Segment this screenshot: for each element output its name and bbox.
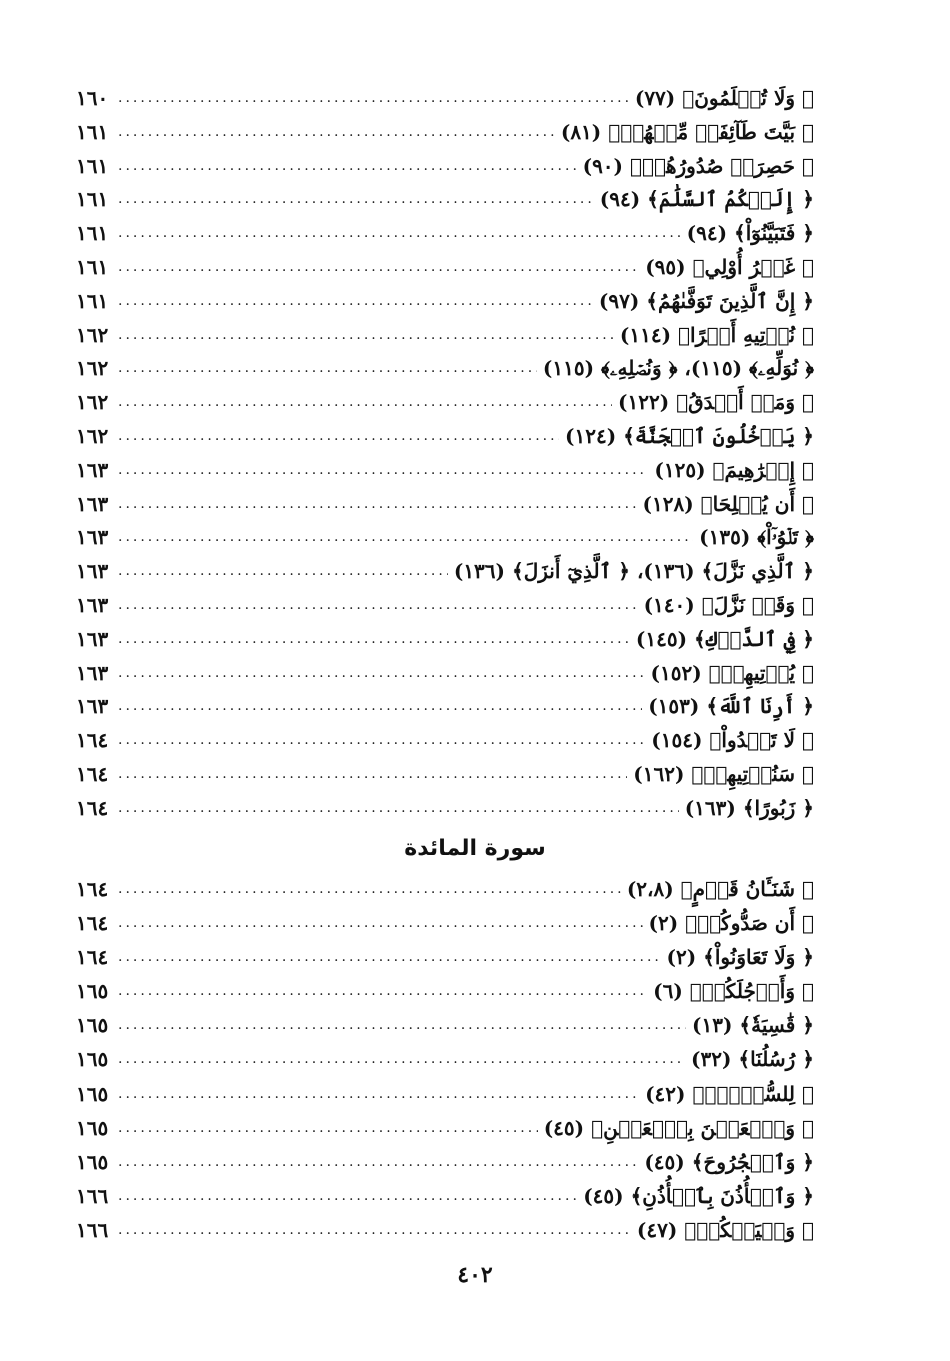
index-entry-row: [76, 319, 814, 353]
entry-text: ﴿ بَيَّتَ طَآئِفَةٞ مِّنۡهُمۡ﴾ (٨١): [560, 119, 814, 144]
entry-page-number: ١٦٢: [76, 356, 109, 381]
entry-text: ﴿ وَٱلۡجُرُوحَ﴾ (٤٥): [644, 1149, 814, 1174]
dot-leader: [118, 1111, 538, 1145]
index-entry-row: [76, 657, 814, 691]
dot-leader: [118, 623, 630, 657]
entry-text: ﴿ لَا تَعۡدُواْ﴾ (١٥٤): [651, 728, 814, 753]
index-entry-row: [76, 1213, 814, 1247]
dot-leader: [118, 758, 627, 792]
entry-page-number: ١٦٣: [76, 660, 109, 685]
dot-leader: [118, 792, 679, 826]
index-entry-row: [76, 521, 814, 555]
section-heading-al-maidah: سورة المائدة: [404, 836, 546, 861]
index-entry-row: [76, 792, 814, 826]
dot-leader: [118, 386, 612, 420]
entry-text: ﴿ أَن صَدُّوكُمۡ﴾ (٢): [648, 911, 814, 936]
index-entry-row: [76, 1111, 814, 1145]
entry-page-number: ١٦١: [76, 221, 109, 246]
entry-text: ﴿ وَٱلۡعَيۡنَ بِٱلۡعَيۡنِ﴾ (٤٥): [543, 1115, 814, 1140]
dot-leader: [118, 454, 648, 488]
index-entry-row: [76, 386, 814, 420]
entry-page-number: ١٦٦: [76, 1217, 109, 1242]
entry-text: ﴿ فِي ٱلدَّرۡكِ﴾ (١٤٥): [635, 626, 814, 651]
entry-text: ﴿ شَنَـَٔانُ قَوۡمٍ﴾ (٢،٨): [626, 877, 814, 901]
entry-text: ﴿ أَن يُصۡلِحَا﴾ (١٢٨): [642, 491, 814, 516]
dot-leader: [118, 940, 661, 974]
index-entry-row: [76, 724, 814, 758]
entry-text: ﴿ قَٰسِيَةٗ﴾ (١٣): [692, 1013, 814, 1038]
index-entry-row: [76, 217, 814, 251]
entry-page-number: ١٦٥: [76, 979, 109, 1004]
entry-page-number: ١٦١: [76, 288, 109, 313]
index-entry-row: [76, 150, 814, 184]
dot-leader: [118, 589, 638, 623]
index-entry-row: [76, 420, 814, 454]
index-entry-row: [76, 1145, 814, 1179]
index-entry-row: [76, 1008, 814, 1042]
entry-page-number: ١٦٦: [76, 1183, 109, 1208]
dot-leader: [118, 488, 637, 522]
dot-leader: [118, 352, 537, 386]
entry-page-number: ١٦١: [76, 254, 109, 279]
index-entry-row: [76, 872, 814, 906]
entry-text: ﴿ حَصِرَتۡ صُدُورُهُمۡ﴾ (٩٠): [582, 153, 814, 178]
index-entry-row: [76, 974, 814, 1008]
entry-page-number: ١٦٣: [76, 457, 109, 482]
dot-leader: [118, 82, 629, 116]
entry-text: ﴿ لِلسُّحۡتِۚ﴾ (٤٢): [645, 1081, 814, 1106]
entry-page-number: ١٦٤: [76, 795, 109, 820]
entry-page-number: ١٦١: [76, 187, 109, 212]
index-entry-row: [76, 251, 814, 285]
entry-page-number: ١٦٢: [76, 322, 109, 347]
index-entry-row: [76, 589, 814, 623]
entry-page-number: ١٦٤: [76, 761, 109, 786]
entry-text: ﴿ وَلۡيَحۡكُمۡ﴾ (٤٧): [636, 1217, 814, 1242]
entry-text: ﴿ غَيۡرُ أُوْلِي﴾ (٩٥): [645, 254, 814, 279]
index-entry-row: [76, 1179, 814, 1213]
entry-page-number: ١٦٣: [76, 626, 109, 651]
entry-text: ﴿ رُسُلُنَا﴾ (٣٢): [691, 1047, 814, 1072]
entry-page-number: ١٦٤: [76, 728, 109, 753]
entry-page-number: ١٦٢: [76, 423, 109, 448]
entry-page-number: ١٦٣: [76, 694, 109, 719]
dot-leader: [118, 116, 555, 150]
index-entry-row: [76, 183, 814, 217]
entry-text: ﴿ يَدۡخُلُونَ ٱلۡجَنَّةَ﴾ (١٢٤): [565, 423, 814, 448]
entry-text: ﴿ وَأَرۡجُلَكُمۡ﴾ (٦): [653, 979, 814, 1004]
index-entry-row: [76, 116, 814, 150]
entry-page-number: ١٦٢: [76, 390, 109, 415]
dot-leader: [118, 906, 643, 940]
dot-leader: [118, 872, 621, 906]
entry-page-number: ١٦٤: [76, 945, 109, 970]
dot-leader: [118, 1179, 577, 1213]
entry-text: ﴿ إِلَيۡكُمُ ٱلسَّلَٰمَ﴾ (٩٤): [599, 187, 814, 212]
index-entry-row: [76, 352, 814, 386]
dot-leader: [118, 555, 448, 589]
entry-page-number: ١٦٣: [76, 525, 109, 550]
entry-text: ﴿ نُوَلِّهِۦ﴾ (١١٥)، ﴿ وَنُصۡلِهِۦ﴾ (١١٥): [542, 356, 814, 381]
index-entry-row: [76, 690, 814, 724]
dot-leader: [118, 1008, 686, 1042]
entry-page-number: ١٦٠: [76, 86, 109, 110]
entry-text: ﴿ وَمَنۡ أَصۡدَقُ﴾ (١٢٢): [617, 390, 814, 415]
index-entry-row: [76, 623, 814, 657]
entry-text: ﴿ تَلۡوُۥٓاْ﴾ (١٣٥): [699, 525, 814, 550]
index-entry-row: [76, 1042, 814, 1076]
dot-leader: [118, 251, 639, 285]
index-entry-row: [76, 906, 814, 940]
index-entry-row: [76, 488, 814, 522]
dot-leader: [118, 150, 577, 184]
dot-leader: [118, 1213, 631, 1247]
dot-leader: [118, 657, 645, 691]
entry-page-number: ١٦٥: [76, 1013, 109, 1038]
entry-page-number: ١٦٥: [76, 1047, 109, 1072]
entry-text: ﴿ ٱلَّذِي نَزَّلَ﴾ (١٣٦)، ﴿ ٱلَّذِيٓ أَنزَلَ﴾ (١٣٦): [453, 559, 814, 584]
page-number: ٤٠٢: [457, 1262, 493, 1288]
entry-page-number: ١٦٥: [76, 1149, 109, 1174]
dot-leader: [118, 319, 614, 353]
entry-page-number: ١٦٣: [76, 491, 109, 516]
entry-text: ﴿ وَلَا تَعَاوَنُواْ﴾ (٢): [666, 945, 814, 970]
entry-page-number: ١٦١: [76, 119, 109, 144]
dot-leader: [118, 1042, 685, 1076]
entry-text: ﴿ نُؤۡتِيهِ أَجۡرًا﴾ (١١٤): [619, 322, 814, 347]
dot-leader: [118, 1145, 638, 1179]
dot-leader: [118, 183, 594, 217]
index-entry-row: [76, 1077, 814, 1111]
entry-text: ﴿ إِبۡرَٰهِيمَ﴾ (١٢٥): [654, 457, 814, 482]
entry-text: ﴿ سَنُؤۡتِيهِمۡ﴾ (١٦٢): [633, 761, 814, 786]
dot-leader: [118, 521, 693, 555]
index-entry-row: [76, 758, 814, 792]
entry-page-number: ١٦٤: [76, 911, 109, 936]
entry-text: ﴿ وَلَا تُظۡلَمُونَ﴾ (٧٧): [634, 86, 814, 110]
entry-text: ﴿ وَٱلۡأُذُنَ بِٱلۡأُذُنِ﴾ (٤٥): [583, 1183, 814, 1208]
dot-leader: [118, 690, 642, 724]
entry-text: ﴿ يُؤۡتِيهِمۡ﴾ (١٥٢): [650, 660, 814, 685]
index-section-an-nisa: [76, 82, 814, 826]
entry-page-number: ١٦٣: [76, 592, 109, 617]
dot-leader: [118, 724, 645, 758]
dot-leader: [118, 1077, 639, 1111]
dot-leader: [118, 974, 647, 1008]
entry-text: ﴿ وَقَدۡ نَزَّلَ﴾ (١٤٠): [643, 592, 814, 617]
entry-text: ﴿ إِنَّ ٱلَّذِينَ تَوَفَّىٰهُمُ﴾ (٩٧): [598, 288, 814, 313]
entry-page-number: ١٦٥: [76, 1081, 109, 1106]
index-entry-row: [76, 285, 814, 319]
entry-text: ﴿ أَرِنَا ٱللَّهَ﴾ (١٥٣): [648, 694, 814, 719]
entry-page-number: ١٦٣: [76, 559, 109, 584]
index-entry-row: [76, 555, 814, 589]
entry-page-number: ١٦٤: [76, 877, 109, 901]
index-entry-row: [76, 940, 814, 974]
entry-text: ﴿ زَبُورًا﴾ (١٦٣): [684, 795, 814, 820]
entry-text: ﴿ فَتَبَيَّنُوٓاْ﴾ (٩٤): [686, 221, 814, 246]
entry-page-number: ١٦٥: [76, 1115, 109, 1140]
index-section-al-maidah: [76, 872, 814, 1247]
dot-leader: [118, 217, 681, 251]
dot-leader: [118, 285, 593, 319]
index-entry-row: [76, 454, 814, 488]
dot-leader: [118, 420, 559, 454]
entry-page-number: ١٦١: [76, 153, 109, 178]
index-entry-row: [76, 82, 814, 116]
